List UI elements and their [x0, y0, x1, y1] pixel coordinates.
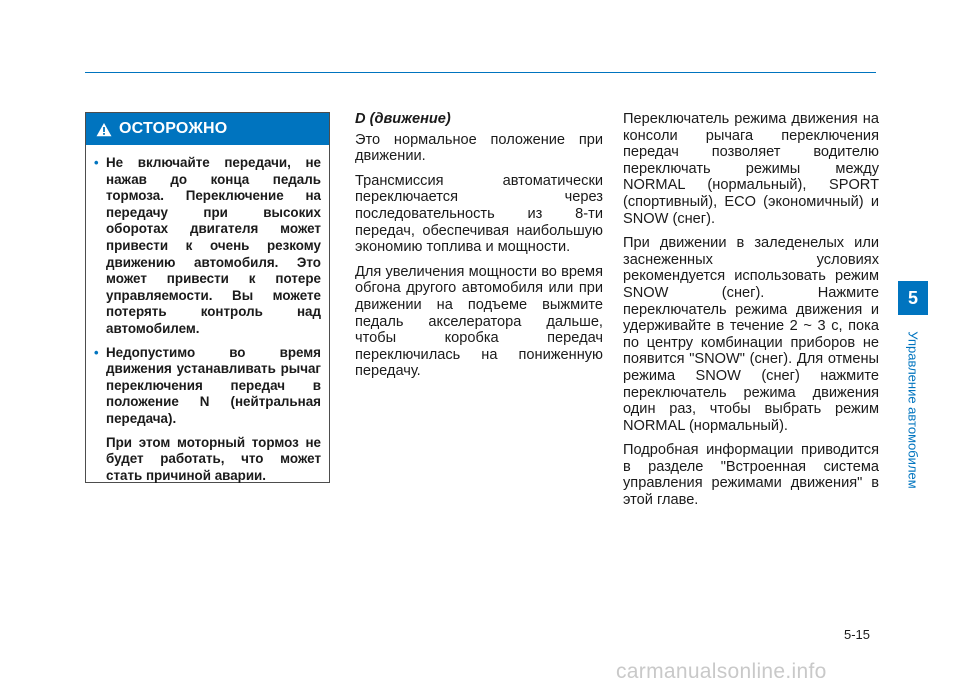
caution-title: ОСТОРОЖНО — [119, 120, 228, 137]
middle-column — [355, 111, 603, 388]
paragraph: Это нормальное положение при движении. — [355, 131, 603, 165]
bullet-dot-icon: • — [94, 344, 99, 360]
paragraph: Подробная информации приводится в разделе "Встроенная система управления режимами движения" в этой главе. — [623, 442, 879, 509]
bullet-dot-icon: • — [94, 155, 99, 170]
caution-sub-paragraph: При этом моторный тормоз не будет работать, что может стать причиной аварии. — [106, 434, 321, 483]
section-heading: D (движение) — [355, 111, 451, 127]
caution-header — [86, 113, 329, 145]
watermark: carmanualsonline.info — [616, 660, 827, 683]
warning-icon — [96, 122, 112, 137]
paragraph: Трансмиссия автоматически переключается через последовательность из 8-ти передач, обеспечивая наибольшую экономию топлива и мощности. — [355, 172, 603, 256]
chapter-number-tab: 5 — [898, 281, 928, 315]
caution-bullet-text: Не включайте передачи, не нажав до конца педаль тормоза. Переключение на передачу при высоких оборотах двигателя может привести к очень резкому движению автомобиля. Это может привести к потере управляемости. Вы можете потерять контроль над автомобилем. — [106, 155, 321, 336]
caution-box — [85, 112, 330, 483]
top-rule — [85, 72, 876, 73]
right-column — [623, 111, 879, 517]
caution-body — [86, 145, 329, 484]
paragraph: Переключатель режима движения на консоли рычага переключения передач позволяет водителю переключать режимы между NORMAL (нормальный), SPORT (спортивный), ECO (экономичный) и SNOW (снег). — [623, 111, 879, 227]
paragraph: При движении в заледенелых или заснеженных условиях рекомендуется использовать режим SNOW (снег). Нажмите переключатель режима движения и удерживайте в течение 2 ~ 3 с, пока по центру комбинации приборов не появится "SNOW" (снег). Для отмены режима SNOW (снег) нажмите переключатель режима движения один раз, чтобы выбрать режим NORMAL (нормальный). — [623, 235, 879, 434]
caution-bullet — [94, 345, 321, 428]
caution-bullet-text: Недопустимо во время движения устанавливать рычаг переключения передач в положение N (нейтральная передача). — [106, 344, 321, 426]
page-number: 5-15 — [844, 627, 871, 642]
chapter-title: Управление автомобилем — [905, 331, 921, 489]
paragraph: Для увеличения мощности во время обгона другого автомобиля или при движении на подъеме выжмите педаль акселератора дальше, чтобы коробка передач переключилась на пониженную передачу. — [355, 263, 603, 380]
caution-bullet — [94, 155, 321, 338]
